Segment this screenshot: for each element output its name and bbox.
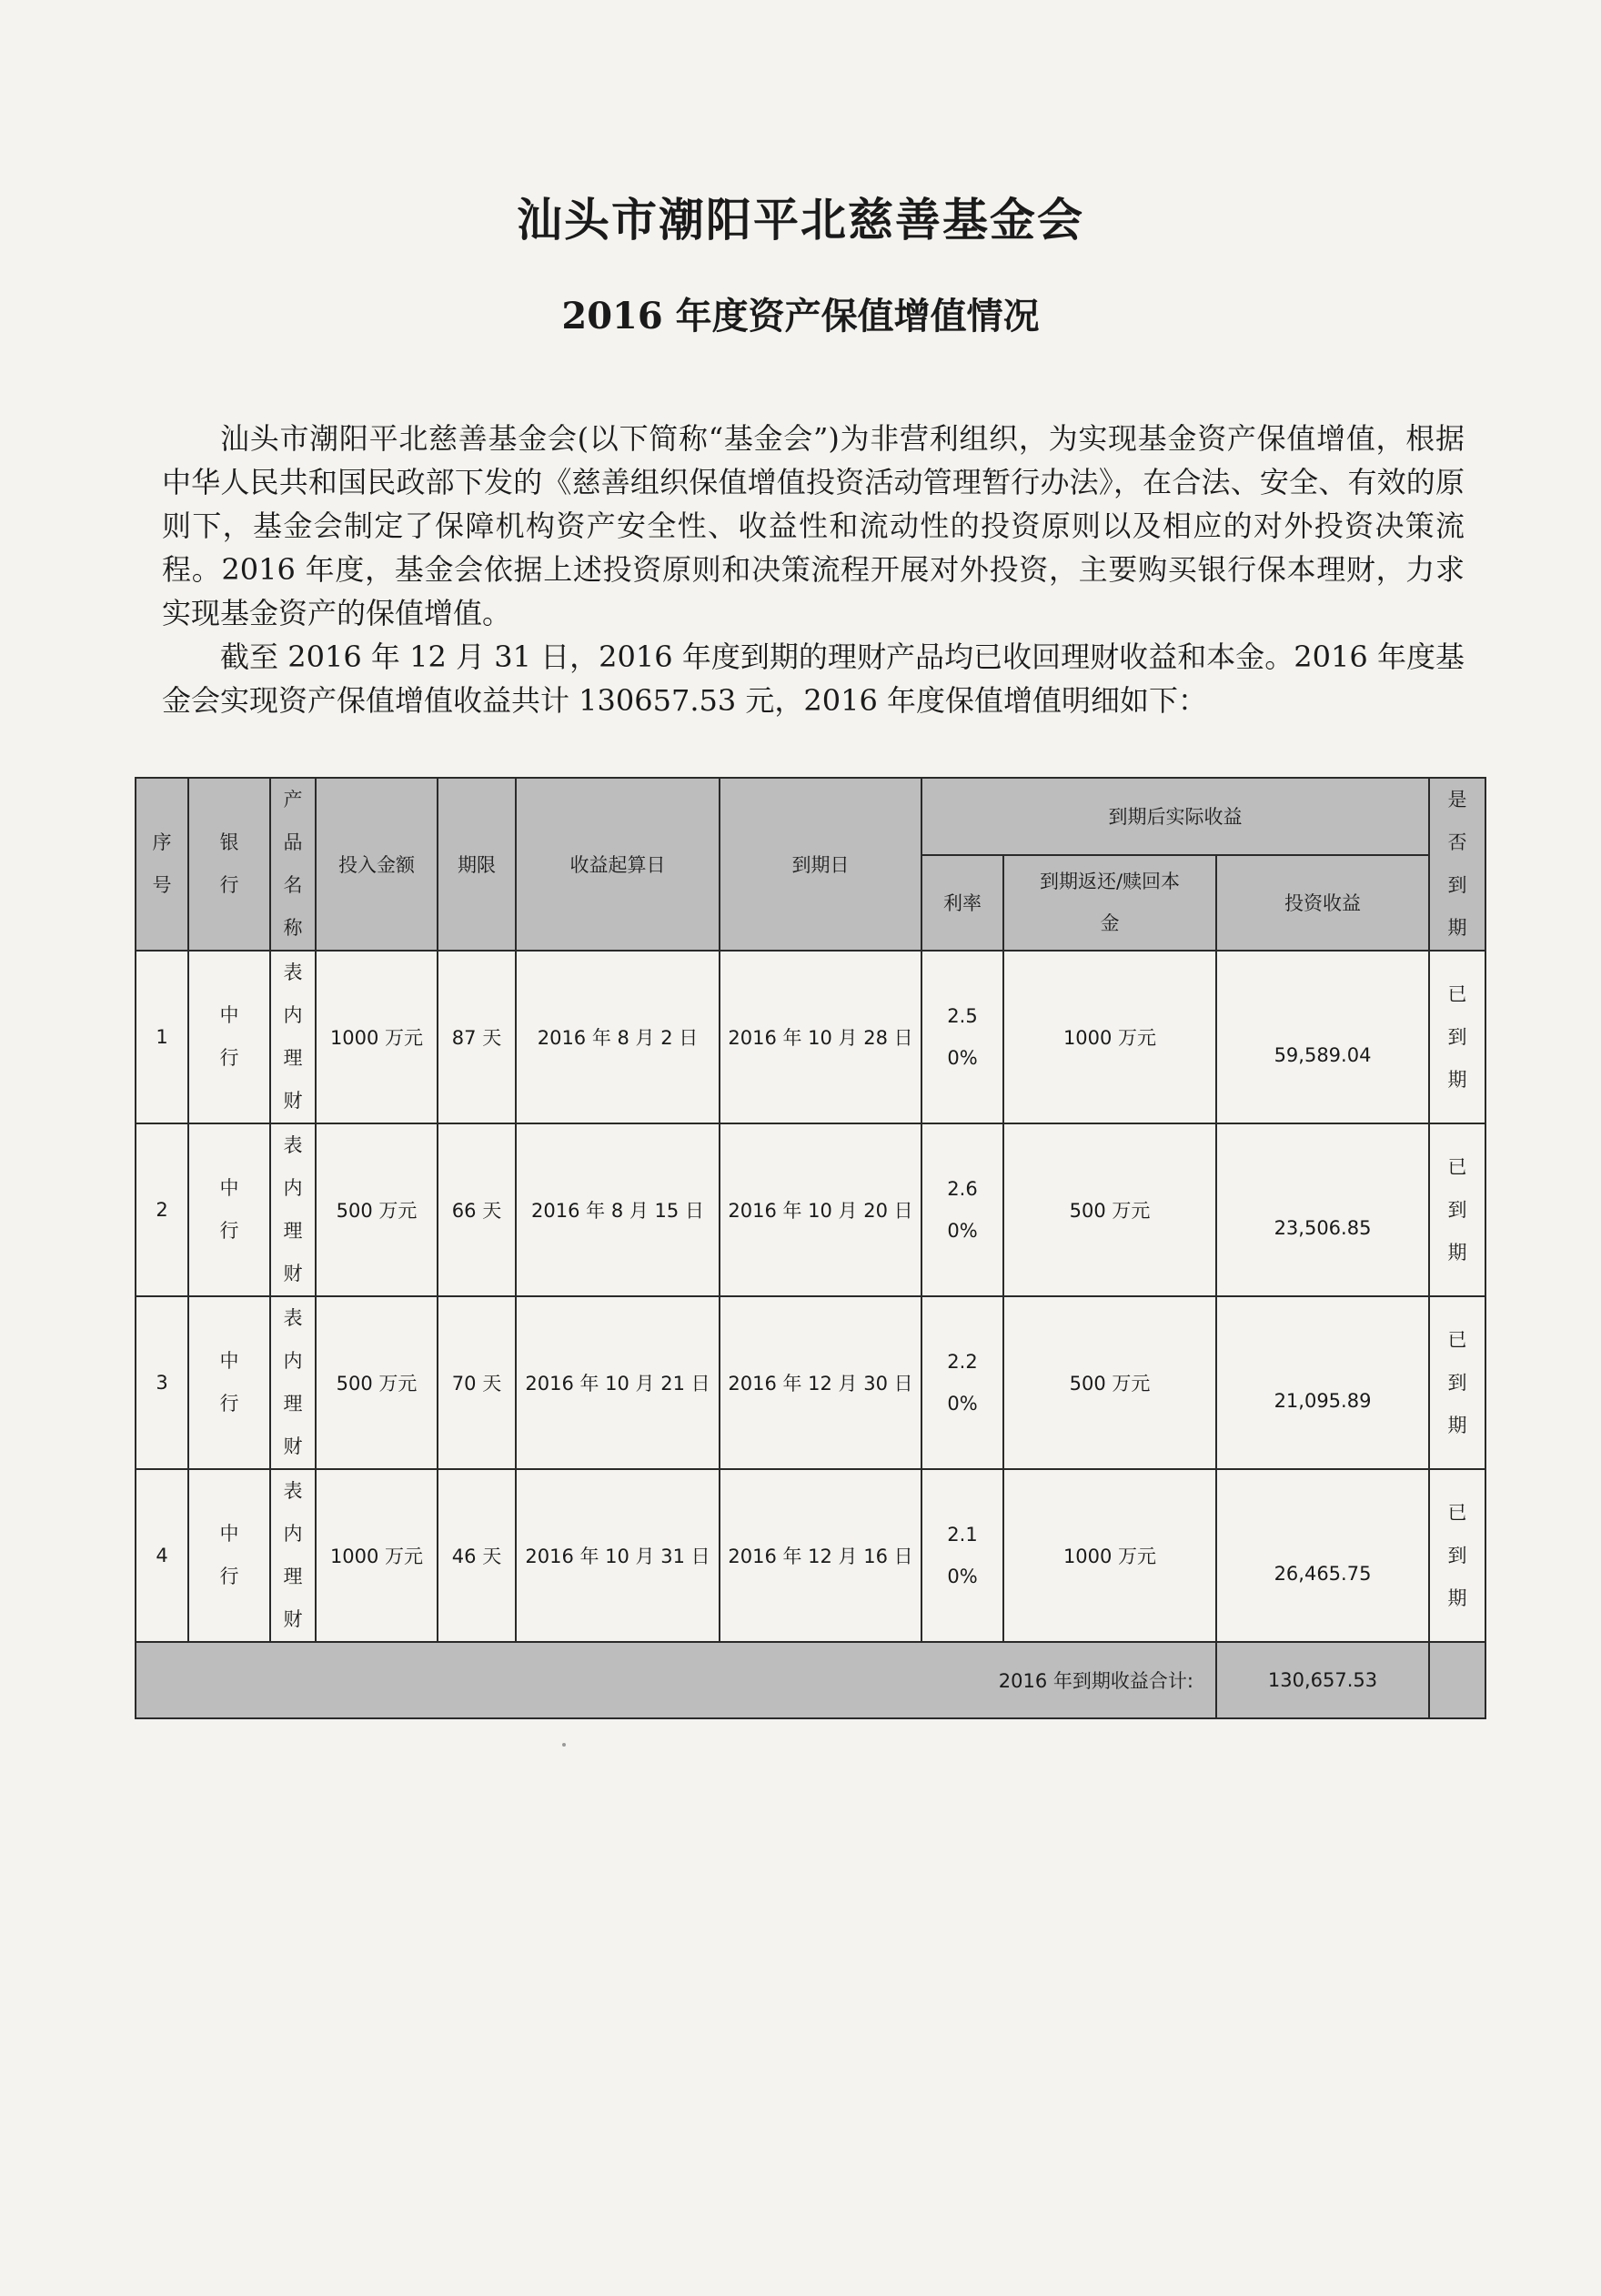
- cell-seq: 2: [136, 1123, 188, 1296]
- header-term: 期限: [438, 778, 516, 951]
- cell-start-date: 2016 年 10 月 21 日: [516, 1296, 720, 1469]
- cell-principal: 500 万元: [1003, 1123, 1216, 1296]
- header-rate: 利率: [921, 855, 1003, 951]
- cell-term: 70 天: [438, 1296, 516, 1469]
- cell-gain: 21,095.89: [1216, 1296, 1429, 1469]
- cell-gain: 23,506.85: [1216, 1123, 1429, 1296]
- cell-start-date: 2016 年 8 月 15 日: [516, 1123, 720, 1296]
- document-title: 汕头市潮阳平北慈善基金会: [517, 193, 1084, 247]
- cell-end-date: 2016 年 10 月 28 日: [720, 951, 921, 1123]
- cell-seq: 1: [136, 951, 188, 1123]
- cell-end-date: 2016 年 12 月 30 日: [720, 1296, 921, 1469]
- cell-amount: 500 万元: [316, 1296, 438, 1469]
- cell-product: 表内理财: [270, 1123, 316, 1296]
- cell-matured: 已到期: [1429, 1123, 1485, 1296]
- cell-end-date: 2016 年 10 月 20 日: [720, 1123, 921, 1296]
- cell-rate: 2.60%: [921, 1123, 1003, 1296]
- cell-rate: 2.10%: [921, 1469, 1003, 1642]
- header-actual-gain-group: 到期后实际收益: [921, 778, 1429, 855]
- cell-bank: 中行: [188, 1123, 270, 1296]
- intro-paragraph: 汕头市潮阳平北慈善基金会(以下简称“基金会”)为非营利组织，为实现基金资产保值增值，根据中华人民共和国民政部下发的《慈善组织保值增值投资活动管理暂行办法》，在合法、安全、有效的原则下，基金会制定了保障机构资产安全性、收益性和流动性的投资原则以及相应的对外投资决策流程。2016 年度，基金会依据上述投资原则和决策流程开展对外投资，主要购买银行保本理财，力求实现基金资产的保值增值。: [162, 421, 1465, 630]
- header-gain: 投资收益: [1216, 855, 1429, 951]
- total-empty-cell: [1429, 1642, 1485, 1718]
- header-bank: 银行: [188, 778, 270, 951]
- cell-seq: 4: [136, 1469, 188, 1642]
- investment-table: [135, 777, 1486, 1719]
- cell-amount: 1000 万元: [316, 951, 438, 1123]
- summary-paragraph: 截至 2016 年 12 月 31 日，2016 年度到期的理财产品均已收回理财收益和本金。2016 年度基金会实现资产保值增值收益共计 130657.53 元，2016 年度保值增值明细如下：: [162, 639, 1465, 718]
- cell-gain: 59,589.04: [1216, 951, 1429, 1123]
- total-row: [136, 1642, 1485, 1718]
- cell-start-date: 2016 年 10 月 31 日: [516, 1469, 720, 1642]
- cell-start-date: 2016 年 8 月 2 日: [516, 951, 720, 1123]
- cell-term: 66 天: [438, 1123, 516, 1296]
- header-seq: 序号: [136, 778, 188, 951]
- header-start-date: 收益起算日: [516, 778, 720, 951]
- cell-bank: 中行: [188, 1469, 270, 1642]
- cell-product: 表内理财: [270, 1469, 316, 1642]
- total-value: 130,657.53: [1216, 1642, 1429, 1718]
- table-row: [136, 951, 1485, 1123]
- header-end-date: 到期日: [720, 778, 921, 951]
- cell-end-date: 2016 年 12 月 16 日: [720, 1469, 921, 1642]
- header-product: 产品名称: [270, 778, 316, 951]
- cell-bank: 中行: [188, 1296, 270, 1469]
- table-row: [136, 1469, 1485, 1642]
- cell-term: 87 天: [438, 951, 516, 1123]
- cell-amount: 1000 万元: [316, 1469, 438, 1642]
- cell-matured: 已到期: [1429, 951, 1485, 1123]
- header-matured: 是否到期: [1429, 778, 1485, 951]
- cell-principal: 1000 万元: [1003, 951, 1216, 1123]
- table-row: [136, 1296, 1485, 1469]
- cell-rate: 2.20%: [921, 1296, 1003, 1469]
- cell-matured: 已到期: [1429, 1469, 1485, 1642]
- cell-principal: 1000 万元: [1003, 1469, 1216, 1642]
- cell-principal: 500 万元: [1003, 1296, 1216, 1469]
- cell-rate: 2.50%: [921, 951, 1003, 1123]
- cell-amount: 500 万元: [316, 1123, 438, 1296]
- cell-term: 46 天: [438, 1469, 516, 1642]
- cell-bank: 中行: [188, 951, 270, 1123]
- scan-speck: [562, 1743, 566, 1747]
- cell-gain: 26,465.75: [1216, 1469, 1429, 1642]
- total-label: 2016 年到期收益合计:: [136, 1642, 1216, 1718]
- cell-matured: 已到期: [1429, 1296, 1485, 1469]
- table-row: [136, 1123, 1485, 1296]
- cell-product: 表内理财: [270, 951, 316, 1123]
- header-amount: 投入金额: [316, 778, 438, 951]
- cell-product: 表内理财: [270, 1296, 316, 1469]
- document-subtitle: 2016 年度资产保值增值情况: [561, 295, 1040, 337]
- cell-seq: 3: [136, 1296, 188, 1469]
- header-principal: 到期返还/赎回本金: [1003, 855, 1216, 951]
